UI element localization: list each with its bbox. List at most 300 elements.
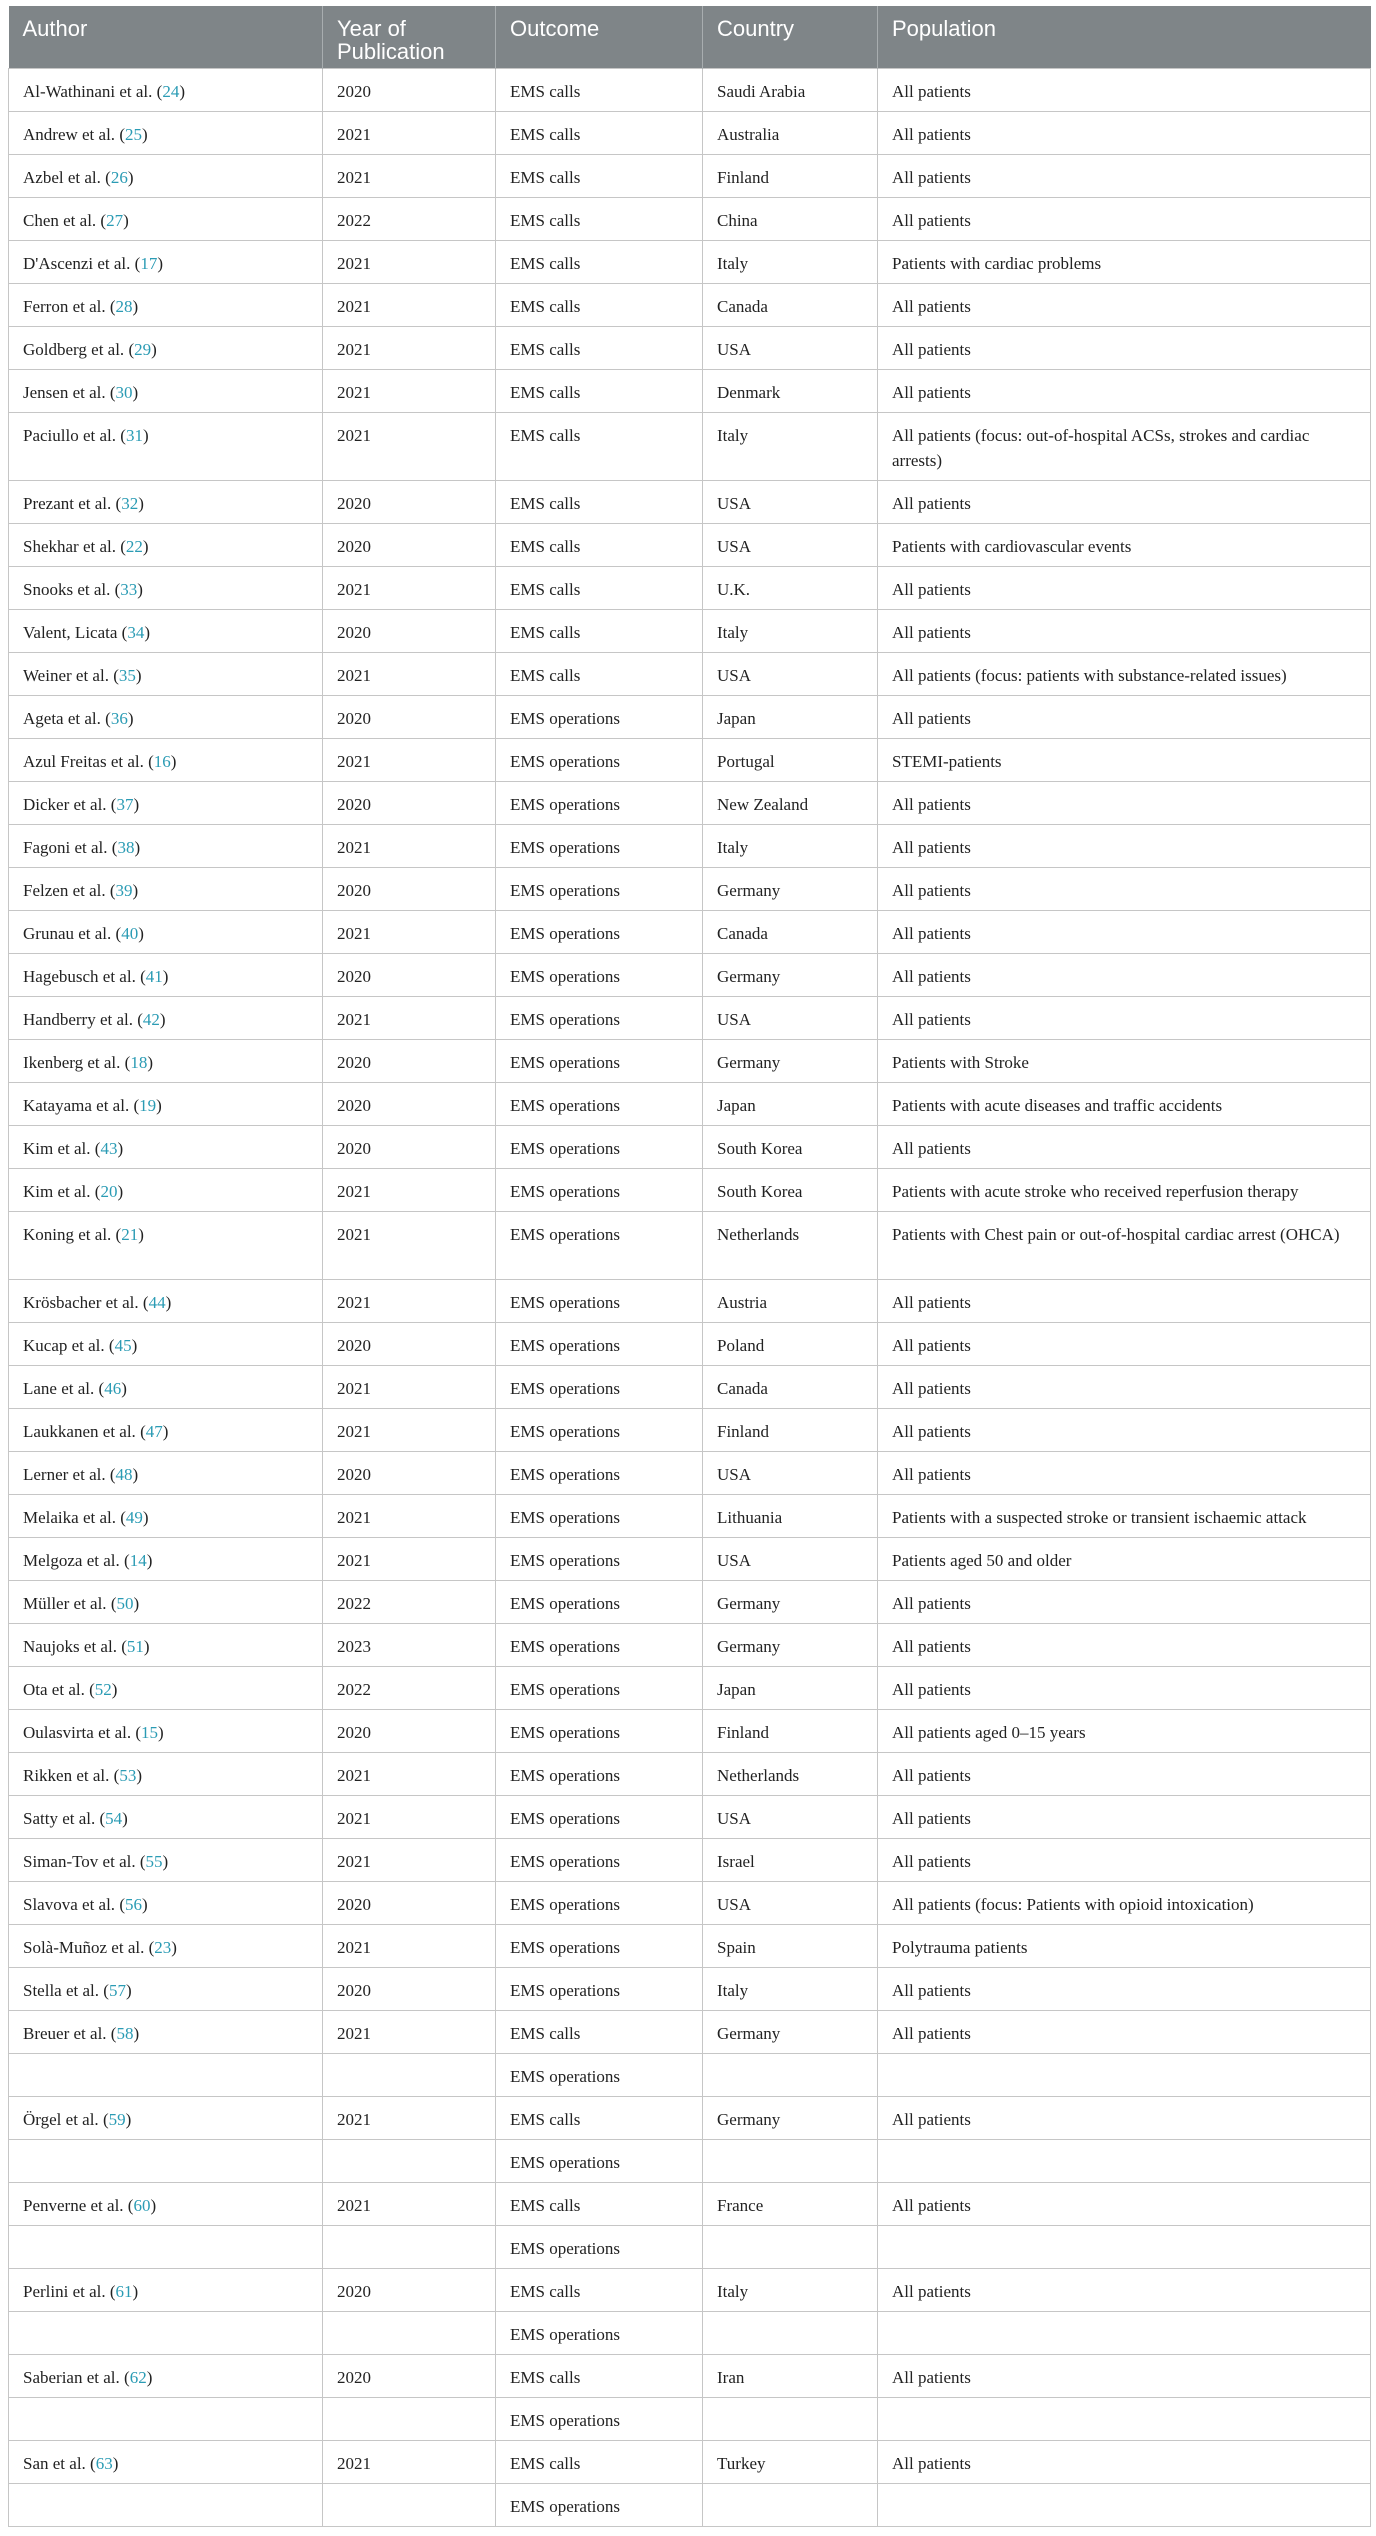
studies-table bbox=[8, 6, 1371, 2527]
cell-population: All patients bbox=[878, 327, 1371, 370]
cell-population: All patients bbox=[878, 2355, 1371, 2398]
table-row bbox=[9, 1040, 1371, 1083]
cell-year: 2021 bbox=[323, 112, 496, 155]
cell-country: Saudi Arabia bbox=[703, 69, 878, 112]
author-name: Laukkanen et al. bbox=[23, 1422, 136, 1441]
cell-population: All patients bbox=[878, 782, 1371, 825]
cell-year: 2022 bbox=[323, 1667, 496, 1710]
author-name: Katayama et al. bbox=[23, 1096, 130, 1115]
cell-country: Italy bbox=[703, 2269, 878, 2312]
cell-country: Finland bbox=[703, 155, 878, 198]
cell-author bbox=[9, 2140, 323, 2183]
cell-outcome: EMS calls bbox=[496, 524, 703, 567]
table-row bbox=[9, 112, 1371, 155]
cell-outcome: EMS operations bbox=[496, 911, 703, 954]
cell-author: Laukkanen et al. (47) bbox=[9, 1409, 323, 1452]
cell-year: 2020 bbox=[323, 782, 496, 825]
header-outcome: Outcome bbox=[496, 6, 703, 69]
cell-population: All patients bbox=[878, 2011, 1371, 2054]
reference-link[interactable]: 58 bbox=[116, 2024, 134, 2043]
cell-population: STEMI-patients bbox=[878, 739, 1371, 782]
cell-author: Kim et al. (20) bbox=[9, 1169, 323, 1212]
reference-link[interactable]: 26 bbox=[110, 168, 128, 187]
cell-country: Denmark bbox=[703, 370, 878, 413]
author-name: Dicker et al. bbox=[23, 795, 107, 814]
cell-outcome: EMS calls bbox=[496, 567, 703, 610]
cell-country: Canada bbox=[703, 911, 878, 954]
cell-year: 2023 bbox=[323, 1624, 496, 1667]
cell-country: Finland bbox=[703, 1710, 878, 1753]
table-row bbox=[9, 481, 1371, 524]
reference-link[interactable]: 63 bbox=[95, 2454, 113, 2473]
cell-author: Shekhar et al. (22) bbox=[9, 524, 323, 567]
cell-outcome: EMS operations bbox=[496, 954, 703, 997]
cell-population: Patients with Chest pain or out-of-hospital cardiac arrest (OHCA) bbox=[878, 1212, 1371, 1280]
cell-author: Lane et al. (46) bbox=[9, 1366, 323, 1409]
cell-outcome: EMS operations bbox=[496, 739, 703, 782]
cell-outcome: EMS operations bbox=[496, 1409, 703, 1452]
reference-link[interactable]: 32 bbox=[121, 494, 139, 513]
table-row bbox=[9, 2312, 1371, 2355]
cell-author: Ferron et al. (28) bbox=[9, 284, 323, 327]
author-name: D'Ascenzi et al. bbox=[23, 254, 131, 273]
cell-outcome: EMS operations bbox=[496, 997, 703, 1040]
reference-link[interactable]: 18 bbox=[130, 1053, 148, 1072]
cell-country: USA bbox=[703, 1538, 878, 1581]
reference-link[interactable]: 24 bbox=[162, 82, 180, 101]
cell-population: All patients (focus: patients with substance-related issues) bbox=[878, 653, 1371, 696]
author-name: Jensen et al. bbox=[23, 383, 106, 402]
table-row bbox=[9, 1452, 1371, 1495]
cell-year bbox=[323, 2312, 496, 2355]
cell-author: Goldberg et al. (29) bbox=[9, 327, 323, 370]
cell-outcome: EMS calls bbox=[496, 653, 703, 696]
cell-outcome: EMS operations bbox=[496, 1753, 703, 1796]
cell-population bbox=[878, 2140, 1371, 2183]
cell-author: Kucap et al. (45) bbox=[9, 1323, 323, 1366]
header-row bbox=[9, 6, 1371, 69]
cell-author: Naujoks et al. (51) bbox=[9, 1624, 323, 1667]
cell-author: Ikenberg et al. (18) bbox=[9, 1040, 323, 1083]
cell-population: All patients bbox=[878, 1126, 1371, 1169]
cell-year: 2021 bbox=[323, 653, 496, 696]
cell-outcome: EMS operations bbox=[496, 2484, 703, 2527]
table-row bbox=[9, 567, 1371, 610]
reference-link[interactable]: 34 bbox=[127, 623, 145, 642]
cell-outcome: EMS operations bbox=[496, 1280, 703, 1323]
cell-country: Italy bbox=[703, 1968, 878, 2011]
cell-author: Felzen et al. (39) bbox=[9, 868, 323, 911]
cell-country: Germany bbox=[703, 1624, 878, 1667]
reference-link[interactable]: 38 bbox=[117, 838, 135, 857]
table-row bbox=[9, 2355, 1371, 2398]
reference-link[interactable]: 35 bbox=[118, 666, 136, 685]
table-row bbox=[9, 2140, 1371, 2183]
cell-country: Italy bbox=[703, 241, 878, 284]
table-row bbox=[9, 1495, 1371, 1538]
author-name: Siman-Tov et al. bbox=[23, 1852, 136, 1871]
table-row bbox=[9, 696, 1371, 739]
cell-year: 2020 bbox=[323, 610, 496, 653]
table-row bbox=[9, 1667, 1371, 1710]
cell-year: 2021 bbox=[323, 370, 496, 413]
header-year: Year of Publication bbox=[323, 6, 496, 69]
author-name: Azul Freitas et al. bbox=[23, 752, 144, 771]
cell-author: Grunau et al. (40) bbox=[9, 911, 323, 954]
cell-country: Japan bbox=[703, 696, 878, 739]
cell-year: 2021 bbox=[323, 241, 496, 284]
reference-link[interactable]: 51 bbox=[126, 1637, 144, 1656]
author-name: Naujoks et al. bbox=[23, 1637, 117, 1656]
cell-year: 2020 bbox=[323, 1040, 496, 1083]
cell-author: Hagebusch et al. (41) bbox=[9, 954, 323, 997]
reference-link[interactable]: 19 bbox=[139, 1096, 157, 1115]
reference-link[interactable]: 50 bbox=[116, 1594, 134, 1613]
author-name: Saberian et al. bbox=[23, 2368, 120, 2387]
cell-country: Austria bbox=[703, 1280, 878, 1323]
cell-population: All patients bbox=[878, 1366, 1371, 1409]
cell-author bbox=[9, 2312, 323, 2355]
cell-author: Chen et al. (27) bbox=[9, 198, 323, 241]
cell-year: 2021 bbox=[323, 911, 496, 954]
cell-country: Canada bbox=[703, 1366, 878, 1409]
author-name: Andrew et al. bbox=[23, 125, 116, 144]
reference-link[interactable]: 42 bbox=[142, 1010, 160, 1029]
cell-population: All patients bbox=[878, 284, 1371, 327]
cell-country: Spain bbox=[703, 1925, 878, 1968]
cell-country: South Korea bbox=[703, 1126, 878, 1169]
table-row bbox=[9, 1083, 1371, 1126]
cell-author: Valent, Licata (34) bbox=[9, 610, 323, 653]
cell-year: 2020 bbox=[323, 524, 496, 567]
table-row bbox=[9, 413, 1371, 481]
author-name: Kucap et al. bbox=[23, 1336, 105, 1355]
cell-outcome: EMS operations bbox=[496, 1495, 703, 1538]
author-name: Ota et al. bbox=[23, 1680, 85, 1699]
cell-population: Polytrauma patients bbox=[878, 1925, 1371, 1968]
table-row bbox=[9, 954, 1371, 997]
author-name: Snooks et al. bbox=[23, 580, 111, 599]
reference-link[interactable]: 23 bbox=[154, 1938, 172, 1957]
cell-year: 2020 bbox=[323, 1882, 496, 1925]
cell-year: 2021 bbox=[323, 1753, 496, 1796]
cell-population: All patients bbox=[878, 1280, 1371, 1323]
cell-country: New Zealand bbox=[703, 782, 878, 825]
reference-link[interactable]: 31 bbox=[125, 426, 143, 445]
cell-country bbox=[703, 2312, 878, 2355]
reference-link[interactable]: 21 bbox=[121, 1225, 139, 1244]
cell-outcome: EMS calls bbox=[496, 2011, 703, 2054]
cell-author: Ota et al. (52) bbox=[9, 1667, 323, 1710]
author-name: Penverne et al. bbox=[23, 2196, 124, 2215]
cell-population: Patients with acute diseases and traffic accidents bbox=[878, 1083, 1371, 1126]
cell-population bbox=[878, 2312, 1371, 2355]
table-row bbox=[9, 1366, 1371, 1409]
cell-population: All patients bbox=[878, 610, 1371, 653]
cell-author bbox=[9, 2226, 323, 2269]
author-name: Oulasvirta et al. bbox=[23, 1723, 132, 1742]
table-row bbox=[9, 1796, 1371, 1839]
table-row bbox=[9, 524, 1371, 567]
cell-author: Rikken et al. (53) bbox=[9, 1753, 323, 1796]
cell-country: Germany bbox=[703, 868, 878, 911]
reference-link[interactable]: 39 bbox=[115, 881, 133, 900]
cell-population: All patients bbox=[878, 954, 1371, 997]
cell-year: 2021 bbox=[323, 284, 496, 327]
cell-year: 2020 bbox=[323, 1452, 496, 1495]
cell-year: 2020 bbox=[323, 954, 496, 997]
author-name: Chen et al. bbox=[23, 211, 97, 230]
cell-outcome: EMS operations bbox=[496, 1796, 703, 1839]
cell-population: All patients bbox=[878, 567, 1371, 610]
cell-author bbox=[9, 2484, 323, 2527]
cell-country: Italy bbox=[703, 413, 878, 481]
cell-year: 2021 bbox=[323, 2183, 496, 2226]
table-row bbox=[9, 1212, 1371, 1280]
cell-year: 2020 bbox=[323, 1083, 496, 1126]
cell-population: All patients bbox=[878, 696, 1371, 739]
author-name: Solà-Muñoz et al. bbox=[23, 1938, 145, 1957]
cell-outcome: EMS operations bbox=[496, 2226, 703, 2269]
reference-link[interactable]: 53 bbox=[119, 1766, 137, 1785]
cell-outcome: EMS calls bbox=[496, 284, 703, 327]
cell-population: All patients bbox=[878, 1753, 1371, 1796]
cell-country: Portugal bbox=[703, 739, 878, 782]
cell-author: Handberry et al. (42) bbox=[9, 997, 323, 1040]
reference-link[interactable]: 62 bbox=[129, 2368, 147, 2387]
cell-outcome: EMS operations bbox=[496, 1323, 703, 1366]
reference-link[interactable]: 43 bbox=[100, 1139, 118, 1158]
cell-outcome: EMS operations bbox=[496, 782, 703, 825]
table-row bbox=[9, 2441, 1371, 2484]
reference-link[interactable]: 20 bbox=[100, 1182, 118, 1201]
cell-country: USA bbox=[703, 1452, 878, 1495]
author-name: Örgel et al. bbox=[23, 2110, 99, 2129]
cell-author: Stella et al. (57) bbox=[9, 1968, 323, 2011]
table-row bbox=[9, 1280, 1371, 1323]
cell-country: Netherlands bbox=[703, 1212, 878, 1280]
reference-link[interactable]: 54 bbox=[105, 1809, 123, 1828]
cell-outcome: EMS calls bbox=[496, 155, 703, 198]
table-row bbox=[9, 2011, 1371, 2054]
cell-year: 2022 bbox=[323, 1581, 496, 1624]
cell-year: 2020 bbox=[323, 1968, 496, 2011]
cell-author: Melaika et al. (49) bbox=[9, 1495, 323, 1538]
reference-link[interactable]: 45 bbox=[114, 1336, 132, 1355]
cell-country bbox=[703, 2140, 878, 2183]
cell-year: 2020 bbox=[323, 1710, 496, 1753]
table-row bbox=[9, 610, 1371, 653]
reference-link[interactable]: 49 bbox=[125, 1508, 143, 1527]
reference-link[interactable]: 47 bbox=[145, 1422, 163, 1441]
author-name: Perlini et al. bbox=[23, 2282, 106, 2301]
cell-outcome: EMS calls bbox=[496, 2097, 703, 2140]
cell-outcome: EMS operations bbox=[496, 1452, 703, 1495]
cell-year: 2021 bbox=[323, 1280, 496, 1323]
author-name: Shekhar et al. bbox=[23, 537, 116, 556]
cell-author bbox=[9, 2398, 323, 2441]
reference-link[interactable]: 61 bbox=[115, 2282, 133, 2301]
cell-population: Patients aged 50 and older bbox=[878, 1538, 1371, 1581]
table-row bbox=[9, 868, 1371, 911]
author-name: Fagoni et al. bbox=[23, 838, 108, 857]
reference-link[interactable]: 52 bbox=[94, 1680, 112, 1699]
table-row bbox=[9, 69, 1371, 112]
table-row bbox=[9, 653, 1371, 696]
cell-outcome: EMS calls bbox=[496, 69, 703, 112]
cell-country: South Korea bbox=[703, 1169, 878, 1212]
reference-link[interactable]: 33 bbox=[120, 580, 138, 599]
reference-link[interactable]: 17 bbox=[140, 254, 158, 273]
table-row bbox=[9, 1710, 1371, 1753]
cell-country: China bbox=[703, 198, 878, 241]
cell-population: All patients bbox=[878, 868, 1371, 911]
cell-population: All patients bbox=[878, 112, 1371, 155]
cell-author: Slavova et al. (56) bbox=[9, 1882, 323, 1925]
author-name: Lane et al. bbox=[23, 1379, 95, 1398]
cell-year: 2021 bbox=[323, 2097, 496, 2140]
cell-author: Al-Wathinani et al. (24) bbox=[9, 69, 323, 112]
cell-year: 2021 bbox=[323, 2011, 496, 2054]
author-name: Lerner et al. bbox=[23, 1465, 106, 1484]
cell-population: All patients bbox=[878, 2269, 1371, 2312]
cell-author: Paciullo et al. (31) bbox=[9, 413, 323, 481]
table-row bbox=[9, 997, 1371, 1040]
reference-link[interactable]: 41 bbox=[145, 967, 163, 986]
cell-outcome: EMS calls bbox=[496, 610, 703, 653]
reference-link[interactable]: 25 bbox=[124, 125, 142, 144]
reference-link[interactable]: 28 bbox=[115, 297, 133, 316]
table-row bbox=[9, 2226, 1371, 2269]
cell-year: 2021 bbox=[323, 1409, 496, 1452]
cell-author: Penverne et al. (60) bbox=[9, 2183, 323, 2226]
table-row bbox=[9, 2398, 1371, 2441]
reference-link[interactable]: 55 bbox=[145, 1852, 163, 1871]
cell-population: All patients bbox=[878, 2441, 1371, 2484]
cell-author: Perlini et al. (61) bbox=[9, 2269, 323, 2312]
table-row bbox=[9, 1968, 1371, 2011]
cell-population: All patients bbox=[878, 481, 1371, 524]
cell-outcome: EMS operations bbox=[496, 2312, 703, 2355]
reference-link[interactable]: 29 bbox=[134, 340, 152, 359]
cell-year: 2021 bbox=[323, 1538, 496, 1581]
reference-link[interactable]: 57 bbox=[108, 1981, 126, 2000]
author-name: Ferron et al. bbox=[23, 297, 106, 316]
cell-country bbox=[703, 2484, 878, 2527]
cell-year: 2020 bbox=[323, 481, 496, 524]
cell-year: 2020 bbox=[323, 696, 496, 739]
reference-link[interactable]: 37 bbox=[116, 795, 134, 814]
cell-year: 2020 bbox=[323, 868, 496, 911]
cell-population bbox=[878, 2398, 1371, 2441]
cell-year: 2021 bbox=[323, 739, 496, 782]
cell-author: Koning et al. (21) bbox=[9, 1212, 323, 1280]
cell-population: All patients bbox=[878, 1581, 1371, 1624]
table-row bbox=[9, 782, 1371, 825]
cell-author: Oulasvirta et al. (15) bbox=[9, 1710, 323, 1753]
reference-link[interactable]: 15 bbox=[141, 1723, 159, 1742]
author-name: Weiner et al. bbox=[23, 666, 109, 685]
table-row bbox=[9, 2054, 1371, 2097]
cell-population: All patients bbox=[878, 370, 1371, 413]
reference-link[interactable]: 40 bbox=[121, 924, 139, 943]
cell-author: Müller et al. (50) bbox=[9, 1581, 323, 1624]
cell-outcome: EMS operations bbox=[496, 696, 703, 739]
header-population: Population bbox=[878, 6, 1371, 69]
cell-outcome: EMS calls bbox=[496, 481, 703, 524]
author-name: Handberry et al. bbox=[23, 1010, 133, 1029]
cell-population: Patients with cardiovascular events bbox=[878, 524, 1371, 567]
reference-link[interactable]: 56 bbox=[124, 1895, 142, 1914]
cell-outcome: EMS calls bbox=[496, 327, 703, 370]
cell-country: USA bbox=[703, 653, 878, 696]
reference-link[interactable]: 14 bbox=[129, 1551, 147, 1570]
author-name: Breuer et al. bbox=[23, 2024, 107, 2043]
cell-year: 2021 bbox=[323, 567, 496, 610]
cell-country: Poland bbox=[703, 1323, 878, 1366]
cell-country: USA bbox=[703, 524, 878, 567]
reference-link[interactable]: 59 bbox=[108, 2110, 126, 2129]
table-row bbox=[9, 155, 1371, 198]
cell-population: Patients with a suspected stroke or transient ischaemic attack bbox=[878, 1495, 1371, 1538]
author-name: Stella et al. bbox=[23, 1981, 100, 2000]
reference-link[interactable]: 36 bbox=[110, 709, 128, 728]
cell-year: 2021 bbox=[323, 1366, 496, 1409]
cell-year: 2021 bbox=[323, 155, 496, 198]
reference-link[interactable]: 60 bbox=[133, 2196, 151, 2215]
cell-author: Solà-Muñoz et al. (23) bbox=[9, 1925, 323, 1968]
cell-country: USA bbox=[703, 327, 878, 370]
cell-author: Prezant et al. (32) bbox=[9, 481, 323, 524]
author-name: Melaika et al. bbox=[23, 1508, 116, 1527]
table-row bbox=[9, 1581, 1371, 1624]
cell-population: All patients bbox=[878, 1409, 1371, 1452]
cell-population bbox=[878, 2484, 1371, 2527]
table-row bbox=[9, 2269, 1371, 2312]
reference-link[interactable]: 22 bbox=[125, 537, 143, 556]
cell-population: All patients bbox=[878, 1667, 1371, 1710]
cell-year: 2021 bbox=[323, 997, 496, 1040]
cell-outcome: EMS operations bbox=[496, 1882, 703, 1925]
cell-author: Fagoni et al. (38) bbox=[9, 825, 323, 868]
cell-year: 2021 bbox=[323, 1495, 496, 1538]
cell-year: 2021 bbox=[323, 1839, 496, 1882]
reference-link[interactable]: 48 bbox=[115, 1465, 133, 1484]
cell-year bbox=[323, 2054, 496, 2097]
cell-country: Germany bbox=[703, 1581, 878, 1624]
author-name: Paciullo et al. bbox=[23, 426, 117, 445]
cell-country: Germany bbox=[703, 954, 878, 997]
cell-country: Finland bbox=[703, 1409, 878, 1452]
cell-outcome: EMS operations bbox=[496, 1968, 703, 2011]
cell-outcome: EMS operations bbox=[496, 1925, 703, 1968]
cell-author: Breuer et al. (58) bbox=[9, 2011, 323, 2054]
cell-population: All patients bbox=[878, 1452, 1371, 1495]
cell-author: Azbel et al. (26) bbox=[9, 155, 323, 198]
cell-author: Satty et al. (54) bbox=[9, 1796, 323, 1839]
reference-link[interactable]: 44 bbox=[148, 1293, 166, 1312]
reference-link[interactable]: 27 bbox=[106, 211, 124, 230]
reference-link[interactable]: 16 bbox=[153, 752, 171, 771]
reference-link[interactable]: 30 bbox=[115, 383, 133, 402]
reference-link[interactable]: 46 bbox=[104, 1379, 122, 1398]
cell-outcome: EMS calls bbox=[496, 413, 703, 481]
cell-population: All patients bbox=[878, 825, 1371, 868]
cell-population: All patients bbox=[878, 155, 1371, 198]
cell-country: France bbox=[703, 2183, 878, 2226]
cell-country bbox=[703, 2398, 878, 2441]
cell-author: Saberian et al. (62) bbox=[9, 2355, 323, 2398]
